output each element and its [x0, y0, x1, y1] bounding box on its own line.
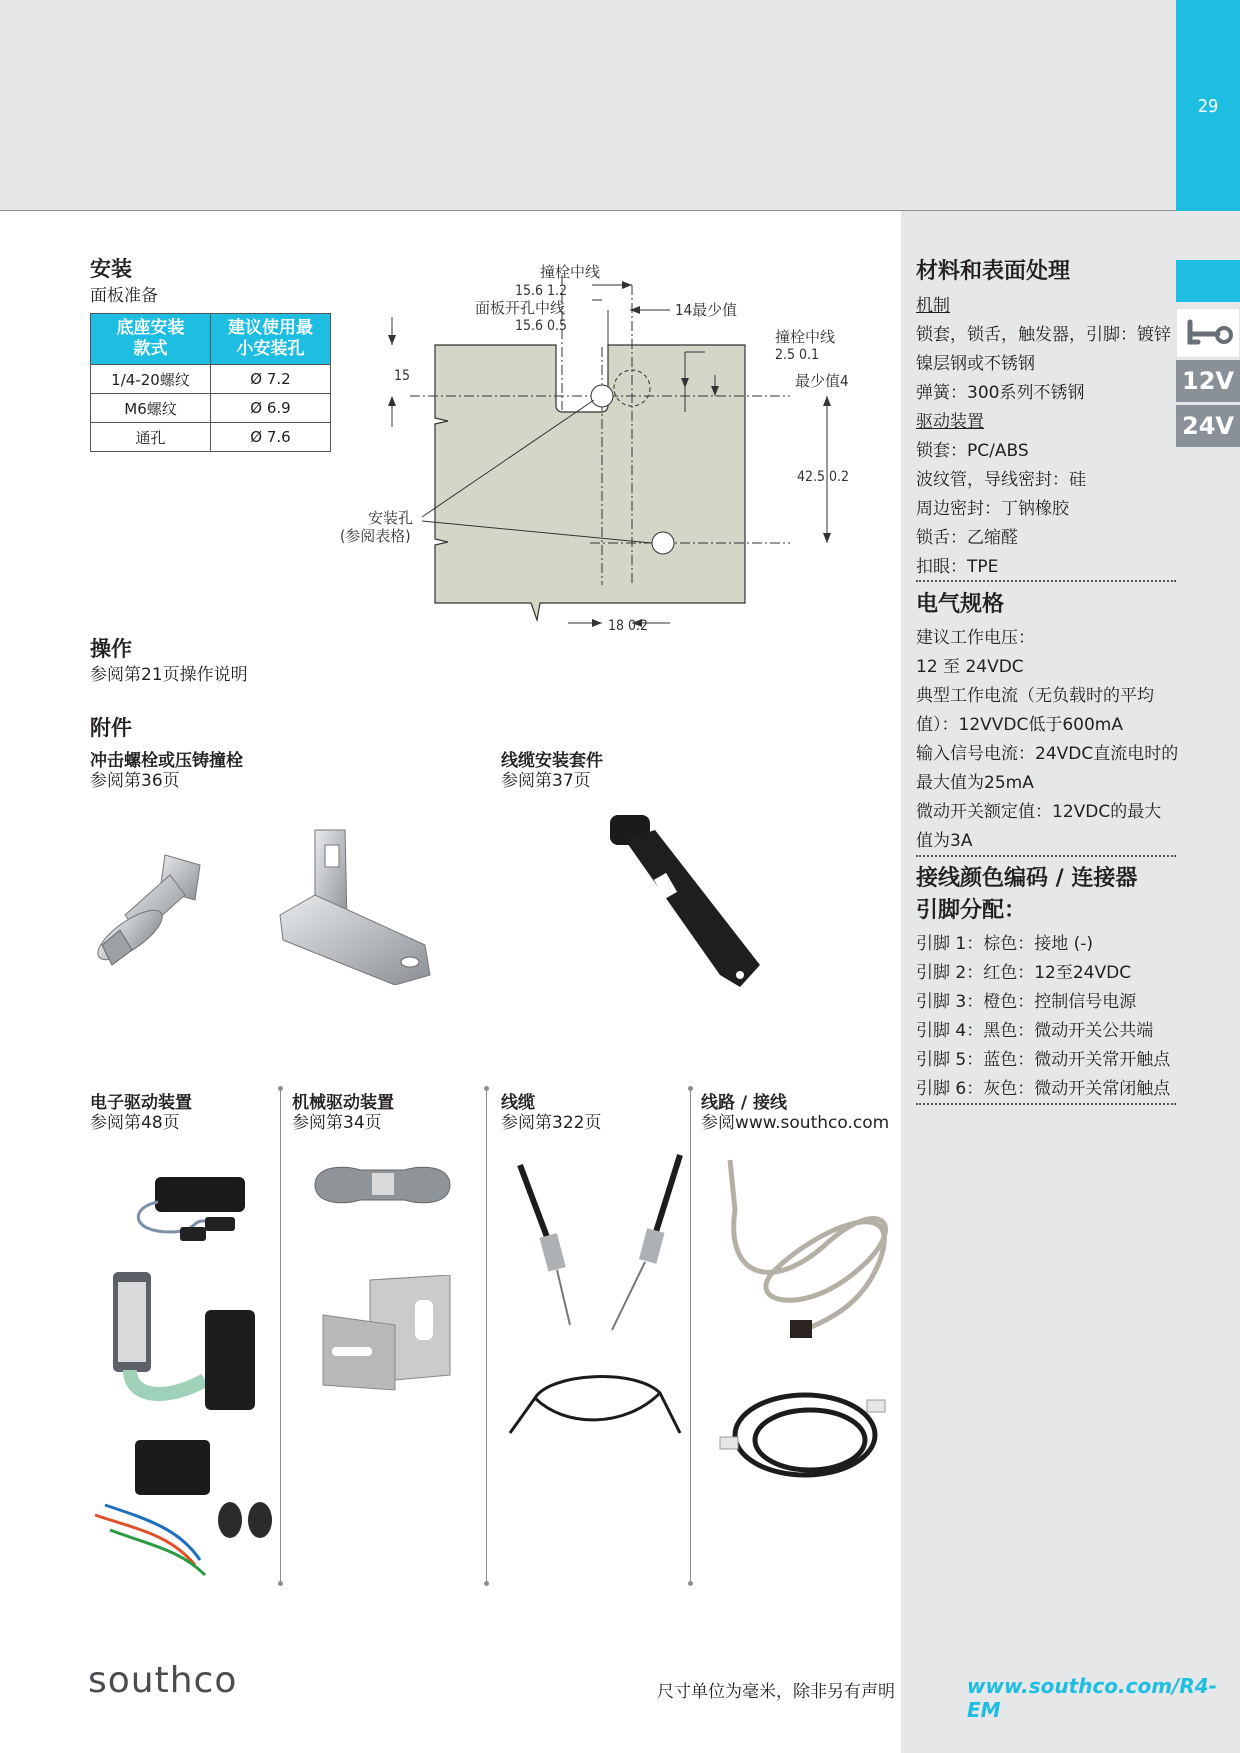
latch-icon — [1176, 308, 1240, 358]
mounting-hole-table — [90, 313, 331, 452]
tab-12v[interactable]: 12V — [1176, 360, 1240, 402]
spec-line: 锁套：PC/ABS — [916, 441, 1029, 461]
control-cable-image — [505, 1368, 685, 1440]
header-band — [0, 0, 1240, 211]
table-row: 通孔 Ø 7.6 — [91, 423, 331, 452]
accessory-ref[interactable]: 参阅第48页 — [90, 1113, 180, 1133]
svg-text:安装孔: 安装孔 — [368, 509, 414, 527]
accessory-ref[interactable]: 参阅www.southco.com — [701, 1113, 890, 1133]
side-tab-accent — [1176, 260, 1240, 302]
cable-mount-kit-image — [600, 815, 765, 990]
divider — [486, 1088, 487, 1584]
svg-text:18 0.2: 18 0.2 — [608, 618, 649, 634]
wiring-title: 接线颜色编码 / 连接器 — [916, 866, 1138, 891]
pin-line: 引脚 2：红色：12至24VDC — [916, 963, 1132, 983]
pin-line: 引脚 1：棕色：接地 (-) — [916, 934, 1094, 954]
electrical-title: 电气规格 — [916, 592, 1005, 617]
svg-text:42.5 0.2: 42.5 0.2 — [797, 469, 850, 485]
spec-line: 典型工作电流（无负载时的平均 — [916, 686, 1154, 706]
accessory-title: 线缆 — [501, 1093, 535, 1113]
spec-line: 扣眼：TPE — [916, 557, 999, 577]
divider — [280, 1088, 281, 1584]
operation-text: 参阅第21页操作说明 — [90, 665, 248, 685]
accessory-ref[interactable]: 参阅第34页 — [292, 1113, 382, 1133]
cable-end-image — [515, 1150, 685, 1335]
drive-subtitle: 驱动装置 — [916, 412, 984, 432]
svg-text:(参阅表格): (参阅表格) — [340, 527, 411, 545]
accessory-ref[interactable]: 参阅第37页 — [501, 771, 591, 791]
accessory-title: 冲击螺栓或压铸撞栓 — [90, 751, 243, 771]
southco-logo: southco — [88, 1660, 238, 1701]
cam-plate-image — [310, 1155, 455, 1215]
accessories-title: 附件 — [90, 716, 132, 740]
install-title: 安装 — [90, 257, 132, 281]
spec-line: 建议工作电压： — [916, 628, 1035, 648]
table-header-style: 底座安装 款式 — [91, 314, 211, 365]
spec-line: 波纹管，导线密封：硅 — [916, 470, 1086, 490]
accessory-title: 线缆安装套件 — [501, 751, 603, 771]
operation-title: 操作 — [90, 637, 132, 661]
pin-line: 引脚 4：黑色：微动开关公共端 — [916, 1021, 1154, 1041]
spec-line: 弹簧：300系列不锈钢 — [916, 383, 1085, 403]
pin-line: 引脚 6：灰色：微动开关常闭触点 — [916, 1079, 1171, 1099]
spec-line: 微动开关额定值：12VDC的最大 — [916, 802, 1162, 822]
spec-line: 镍层钢或不锈钢 — [916, 354, 1035, 374]
spec-line: 12 至 24VDC — [916, 657, 1024, 677]
spec-line: 周边密封：丁钠橡胶 — [916, 499, 1069, 519]
divider — [690, 1088, 691, 1584]
accessory-title: 线路 / 接线 — [701, 1093, 788, 1113]
mech-subtitle: 机制 — [916, 296, 950, 316]
svg-text:15.6 1.2: 15.6 1.2 — [515, 283, 568, 299]
svg-text:14最少值: 14最少值 — [675, 301, 738, 319]
wiring-title-2: 引脚分配： — [916, 898, 1027, 923]
materials-title: 材料和表面处理 — [916, 259, 1071, 284]
ethernet-cable-image — [715, 1385, 890, 1490]
pin-line: 引脚 5：蓝色：微动开关常开触点 — [916, 1050, 1171, 1070]
svg-text:撞栓中线: 撞栓中线 — [540, 263, 601, 281]
table-row: 1/4-20螺纹 Ø 7.2 — [91, 365, 331, 394]
bracket-image — [320, 1275, 455, 1400]
electronic-module-image — [130, 1172, 250, 1252]
svg-text:15.6 0.5: 15.6 0.5 — [515, 318, 568, 334]
product-url-link[interactable]: www.southco.com/R4-EM — [967, 1674, 1217, 1722]
panel-cutout-drawing — [330, 255, 890, 645]
svg-text:15: 15 — [394, 368, 411, 384]
install-subtitle: 面板准备 — [90, 286, 158, 306]
svg-text:最少值4: 最少值4 — [795, 372, 849, 390]
svg-text:2.5 0.1: 2.5 0.1 — [775, 347, 820, 363]
spec-line: 最大值为25mA — [916, 773, 1034, 793]
striker-image — [275, 825, 440, 985]
keypad-controller-image — [110, 1270, 260, 1430]
page-number: 29 — [1197, 96, 1219, 117]
spec-line: 值为3A — [916, 831, 973, 851]
impact-bolt-image — [90, 840, 215, 980]
svg-text:撞栓中线: 撞栓中线 — [775, 328, 836, 346]
svg-text:面板开孔中线: 面板开孔中线 — [475, 299, 566, 317]
accessory-title: 机械驱动装置 — [292, 1093, 394, 1113]
accessory-ref[interactable]: 参阅第36页 — [90, 771, 180, 791]
table-row: M6螺纹 Ø 6.9 — [91, 394, 331, 423]
spec-line: 锁舌：乙缩醛 — [916, 528, 1018, 548]
table-header-hole: 建议使用最 小安装孔 — [211, 314, 331, 365]
wiring-harness-image — [90, 1435, 275, 1590]
accessory-title: 电子驱动装置 — [90, 1093, 192, 1113]
spec-line: 输入信号电流：24VDC直流电时的 — [916, 744, 1179, 764]
spec-line: 值）：12VVDC低于600mA — [916, 715, 1123, 735]
pin-line: 引脚 3：橙色：控制信号电源 — [916, 992, 1137, 1012]
units-note: 尺寸单位为毫米，除非另有声明 — [657, 1682, 895, 1702]
spec-line: 锁套，锁舌，触发器，引脚：镀锌 — [916, 325, 1171, 345]
connector-cable-image — [715, 1150, 895, 1350]
accessory-ref[interactable]: 参阅第322页 — [501, 1113, 602, 1133]
tab-24v[interactable]: 24V — [1176, 405, 1240, 447]
